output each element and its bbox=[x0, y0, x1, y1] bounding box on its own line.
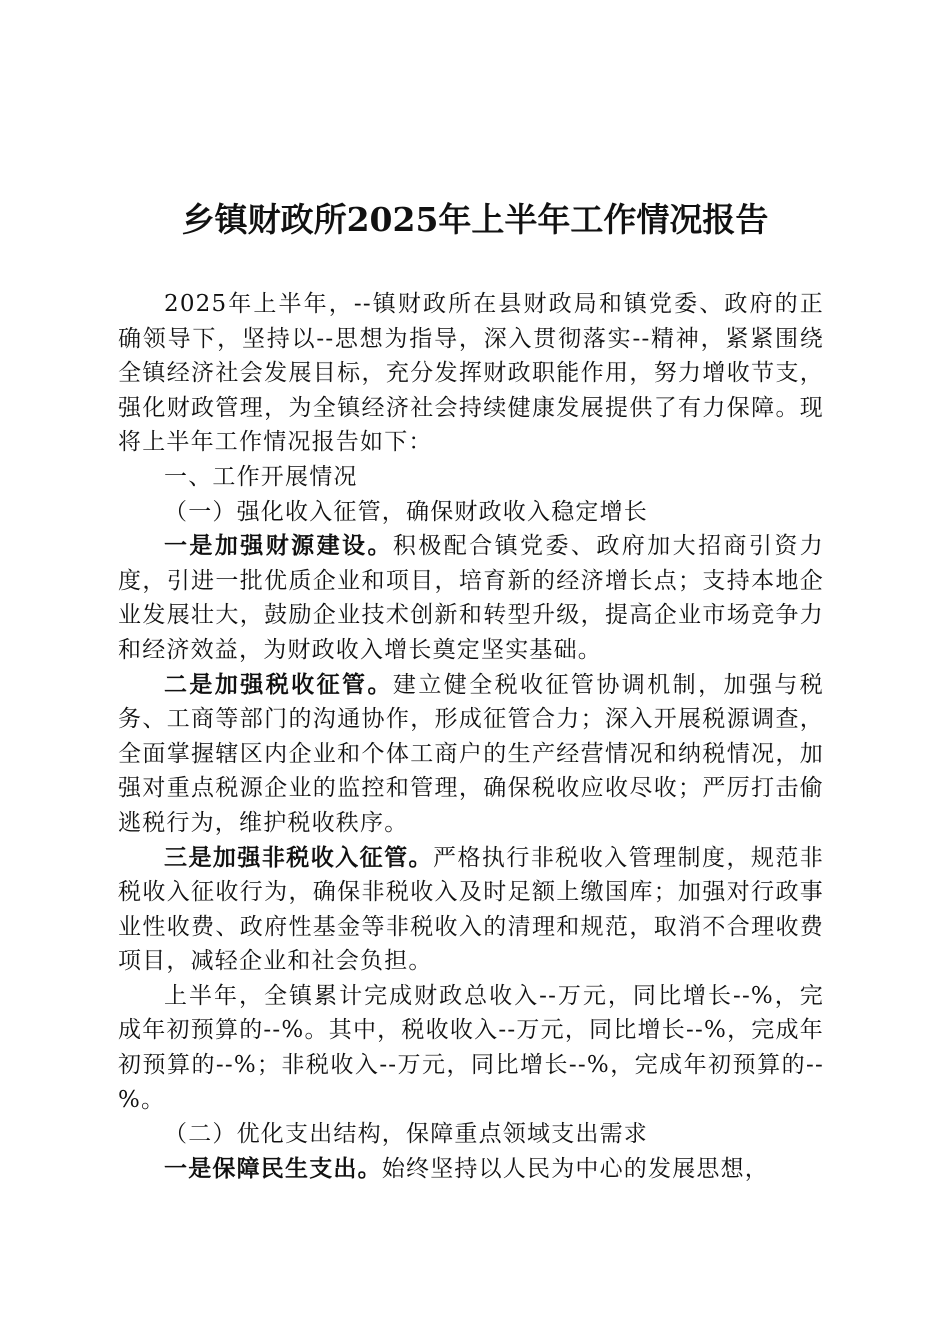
paragraph-lead: 二是加强税收征管。 bbox=[164, 670, 393, 698]
document-body bbox=[118, 287, 824, 1186]
revenue-summary-paragraph: 上半年，全镇累计完成财政总收入--万元，同比增长--%，完成年初预算的--%。其中，税收收入--万元，同比增长--%，完成年初预算的--%；非税收入--万元，同比增长--%，完成年初预算的--%。 bbox=[118, 982, 824, 1113]
paragraph-nontax-revenue bbox=[118, 841, 824, 979]
document-title: 乡镇财政所2025年上半年工作情况报告 bbox=[181, 200, 769, 239]
paragraph-tax-collection bbox=[118, 668, 824, 841]
paragraph-financial-sources bbox=[118, 529, 824, 667]
section-heading-1: 一、工作开展情况 bbox=[164, 463, 358, 490]
paragraph-text: 始终坚持以人民为中心的发展思想， bbox=[381, 1155, 770, 1182]
paragraph-text: 建立健全税收征管协调机制，加强与税务、工商等部门的沟通协作，形成征管合力；深入开展税源调查，全面掌握辖区内企业和个体工商户的生产经营情况和纳税情况，加强对重点税源企业的监控和管理，确保税收应收尽收；严厉打击偷逃税行为，维护税收秩序。 bbox=[118, 671, 824, 836]
paragraph-lead: 三是加强非税收入征管。 bbox=[164, 843, 433, 871]
paragraph-text: 积极配合镇党委、政府加大招商引资力度，引进一批优质企业和项目，培育新的经济增长点；支持本地企业发展壮大，鼓励企业技术创新和转型升级，提高企业市场竞争力和经济效益，为财政收入增长奠定坚实基础。 bbox=[118, 533, 824, 663]
paragraph-livelihood-spending bbox=[118, 1152, 824, 1187]
intro-paragraph: 2025年上半年，--镇财政所在县财政局和镇党委、政府的正确领导下，坚持以--思想为指导，深入贯彻落实--精神，紧紧围绕全镇经济社会发展目标，充分发挥财政职能作用，努力增收节支，强化财政管理，为全镇经济社会持续健康发展提供了有力保障。现将上半年工作情况报告如下： bbox=[118, 291, 824, 456]
paragraph-text: 严格执行非税收入管理制度，规范非税收入征收行为，确保非税收入及时足额上缴国库；加强对行政事业性收费、政府性基金等非税收入的清理和规范，取消不合理收费项目，减轻企业和社会负担。 bbox=[118, 844, 825, 975]
subsection-heading-2: （二）优化支出结构，保障重点领域支出需求 bbox=[164, 1121, 648, 1148]
subsection-heading-1: （一）强化收入征管，确保财政收入稳定增长 bbox=[164, 498, 648, 525]
paragraph-lead: 一是保障民生支出。 bbox=[164, 1154, 382, 1182]
paragraph-lead: 一是加强财源建设。 bbox=[164, 532, 393, 560]
